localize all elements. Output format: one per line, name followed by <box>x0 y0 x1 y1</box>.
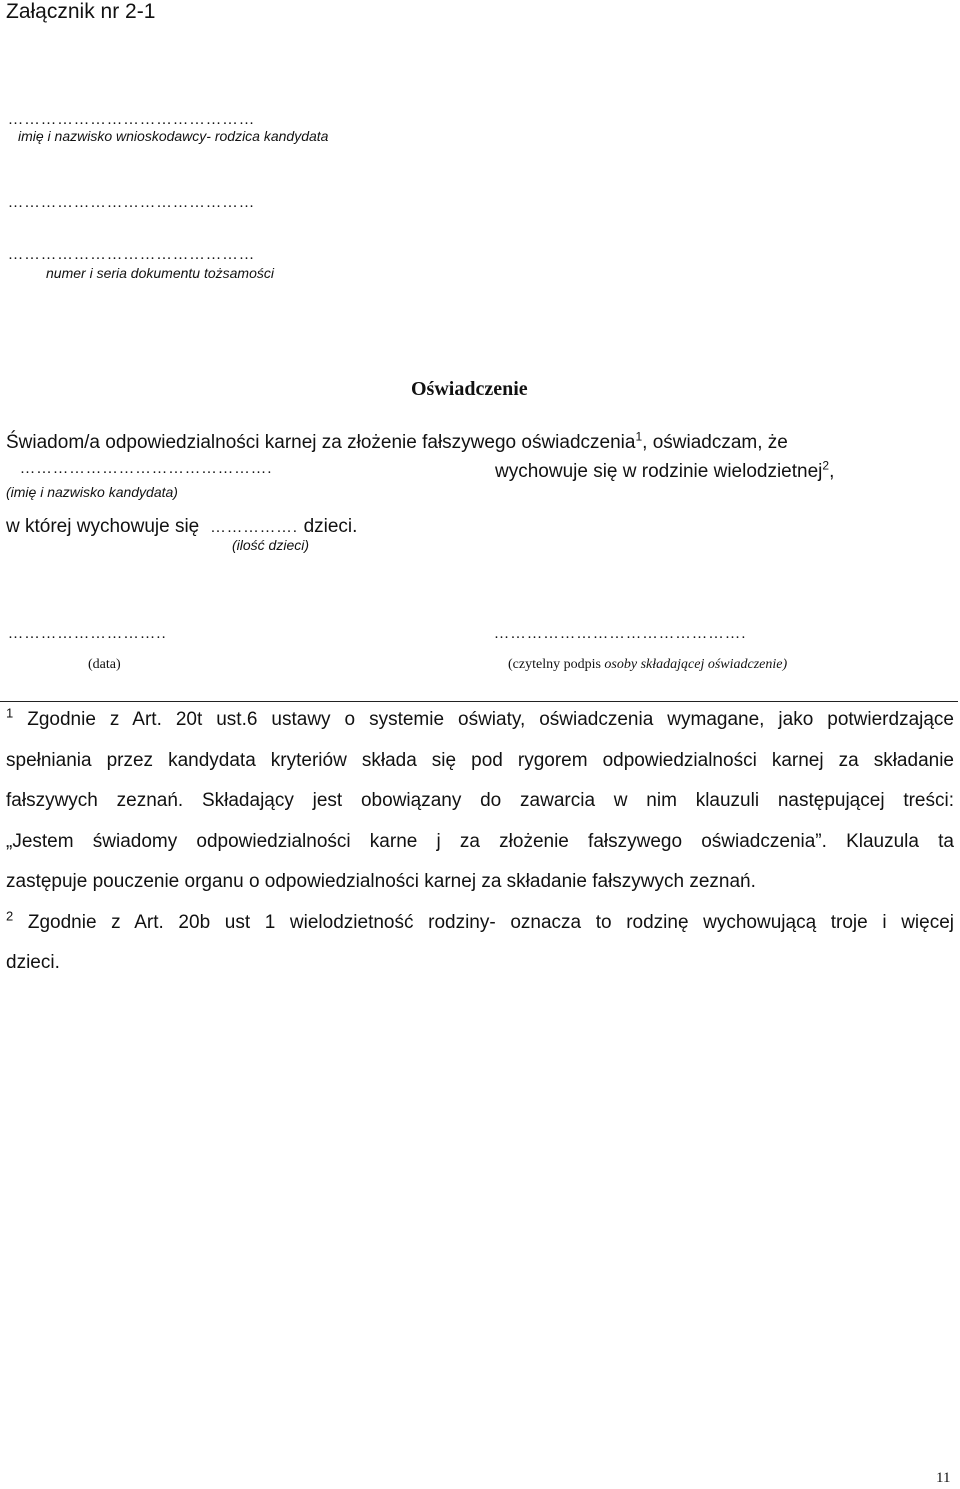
statement-sentence-3: w której wychowuje się ……………. dzieci. <box>6 516 358 537</box>
footnote-1-number: 1 <box>6 705 14 721</box>
applicant-address-line: ……………………………………… <box>8 195 256 211</box>
footnote-2-number: 2 <box>6 908 14 924</box>
applicant-document-line: ……………………………………… <box>8 247 256 263</box>
footnote-1-line-1: $^1$ Zgodnie z Art. 20t ust.6 ustawy o systemie oświaty, oświadczenia wymagane, jako potwierdzające <box>6 705 954 730</box>
signature-line: ………………………………………. <box>494 626 747 642</box>
statement-title: Oświadczenie <box>411 378 528 400</box>
statement-sentence-2: wychowuje się w rodzinie wielodzietnej$^2$, <box>495 458 835 482</box>
page-number: 11 <box>936 1470 951 1486</box>
footnote-1-line-2: spełniania przez kandydata kryteriów składa się pod rygorem odpowiedzialności karnej za składanie <box>6 749 954 771</box>
footnote-1-line-3: fałszywych zeznań. Składający jest obowiązany do zawarcia w nim klauzuli następującej treści: <box>6 790 954 811</box>
footnote-1-line-5: zastępuje pouczenie organu o odpowiedzialności karnej za składanie fałszywych zeznań. <box>6 871 756 892</box>
children-count-caption: (ilość dzieci) <box>232 537 310 553</box>
children-count-line: ……………. <box>210 520 299 536</box>
applicant-name-caption: imię i nazwisko wnioskodawcy- rodzica kandydata <box>18 128 329 144</box>
signature-caption: (czytelny podpis osoby składającej oświadczenie) <box>508 657 788 672</box>
candidate-name-line: ………………………………………. <box>20 461 273 477</box>
footnote-ref-2: 2 <box>822 458 830 473</box>
statement-sentence-1: Świadom/a odpowiedzialności karnej za złożenie fałszywego oświadczenia$^1$, oświadczam, że <box>6 429 788 453</box>
footnote-2-line-1: $^2$ Zgodnie z Art. 20b ust 1 wielodzietność rodziny- oznacza to rodzinę wychowującą troje i więcej <box>6 908 954 933</box>
candidate-name-caption: (imię i nazwisko kandydata) <box>6 484 178 500</box>
attachment-label: Załącznik nr 2-1 <box>6 0 156 23</box>
date-caption: (data) <box>88 657 121 672</box>
footnote-2-line-2: dzieci. <box>6 952 60 973</box>
applicant-name-line: ……………………………………… <box>8 112 256 128</box>
date-line: ……………………….. <box>8 626 167 642</box>
footnotes <box>6 700 954 984</box>
applicant-document-caption: numer i seria dokumentu tożsamości <box>46 265 274 281</box>
footnote-1-line-4: „Jestem świadomy odpowiedzialności karne j za złożenie fałszywego oświadczenia”. Klauzula ta <box>6 830 954 852</box>
footnote-ref-1: 1 <box>635 429 643 444</box>
